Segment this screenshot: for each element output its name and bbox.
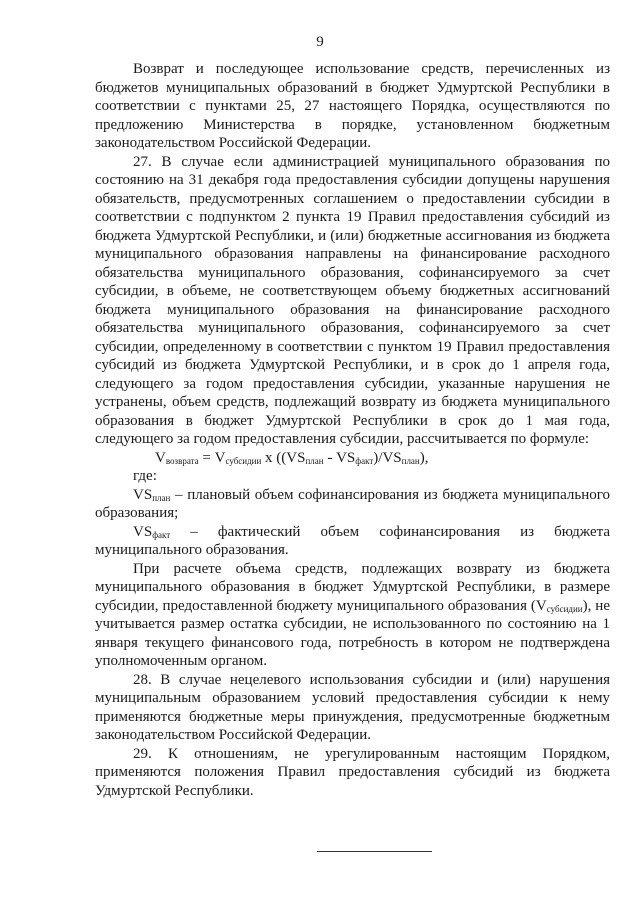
- document-body: [95, 60, 610, 800]
- paragraph-27: 27. В случае если администрацией муниципального образования по состоянию на 31 декабря года предоставления субсидии допущены нарушения обязательств, предусмотренных соглашением о предоставлении субсидии в соответствии с подпунктом 2 пункта 19 Правил предоставления субсидий из бюджета Удмуртской Республики, и (или) бюджетные ассигнования из бюджета муниципального образования направлены на финансирование расходного обязательства муниципального образования, софинансируемого за счет субсидии, в объеме, не соответствующем объему бюджетных ассигнований бюджета муниципального образования на финансирование расходного обязательства муниципального образования, софинансируемого за счет субсидии, определенному в соответствии с пунктом 19 Правил предоставления субсидий из бюджета Удмуртской Республики, и в срок до 1 апреля года, следующего за годом предоставления субсидии, указанные нарушения не устранены, объем средств, подлежащий возврату из бюджета муниципального образования в бюджет Удмуртской Республики в срок до 1 мая года, следующего за годом предоставления субсидии, рассчитывается по формуле:: [95, 153, 610, 447]
- definition-vs-fakt: $VS_{факт}$ – фактический объем софинансирования из бюджета муниципального образования.: [95, 523, 610, 558]
- page-number: 9: [316, 34, 324, 50]
- paragraph-calculation: При расчете объема средств, подлежащих возврату из бюджета муниципального образования в бюджет Удмуртской Республики, в размере субсидии, предоставленной бюджету муниципального образования $(V_{субсидии})$, не учитывается размер остатка субсидии, не использованного по состоянию на 1 января текущего финансового года, потребность в котором не подтверждена уполномоченным органом.: [95, 560, 610, 669]
- paragraph-return-funds: Возврат и последующее использование средств, перечисленных из бюджетов муниципальных образований в бюджет Удмуртской Республики в соответствии с пунктами 25, 27 настоящего Порядка, осуществляются по предложению Министерства в порядке, установленном бюджетным законодательством Российской Федерации.: [95, 61, 610, 151]
- where-label: где:: [133, 468, 157, 484]
- paragraph-29: 29. К отношениям, не урегулированным настоящим Порядком, применяются положения Правил предоставления субсидий из бюджета Удмуртской Республики.: [95, 745, 610, 799]
- paragraph-28: 28. В случае нецелевого использования субсидии и (или) нарушения муниципальным образованием условий предоставления субсидии к нему применяются бюджетные меры принуждения, предусмотренные бюджетным законодательством Российской Федерации.: [95, 671, 610, 743]
- definition-vs-plan: $VS_{план}$ – плановый объем софинансирования из бюджета муниципального образования;: [95, 486, 610, 521]
- end-separator-line: [317, 851, 432, 852]
- formula: $V_{возврата} = V_{субсидии}$ х $((VS_{план} - VS_{факт})/VS_{план})$,: [155, 449, 429, 466]
